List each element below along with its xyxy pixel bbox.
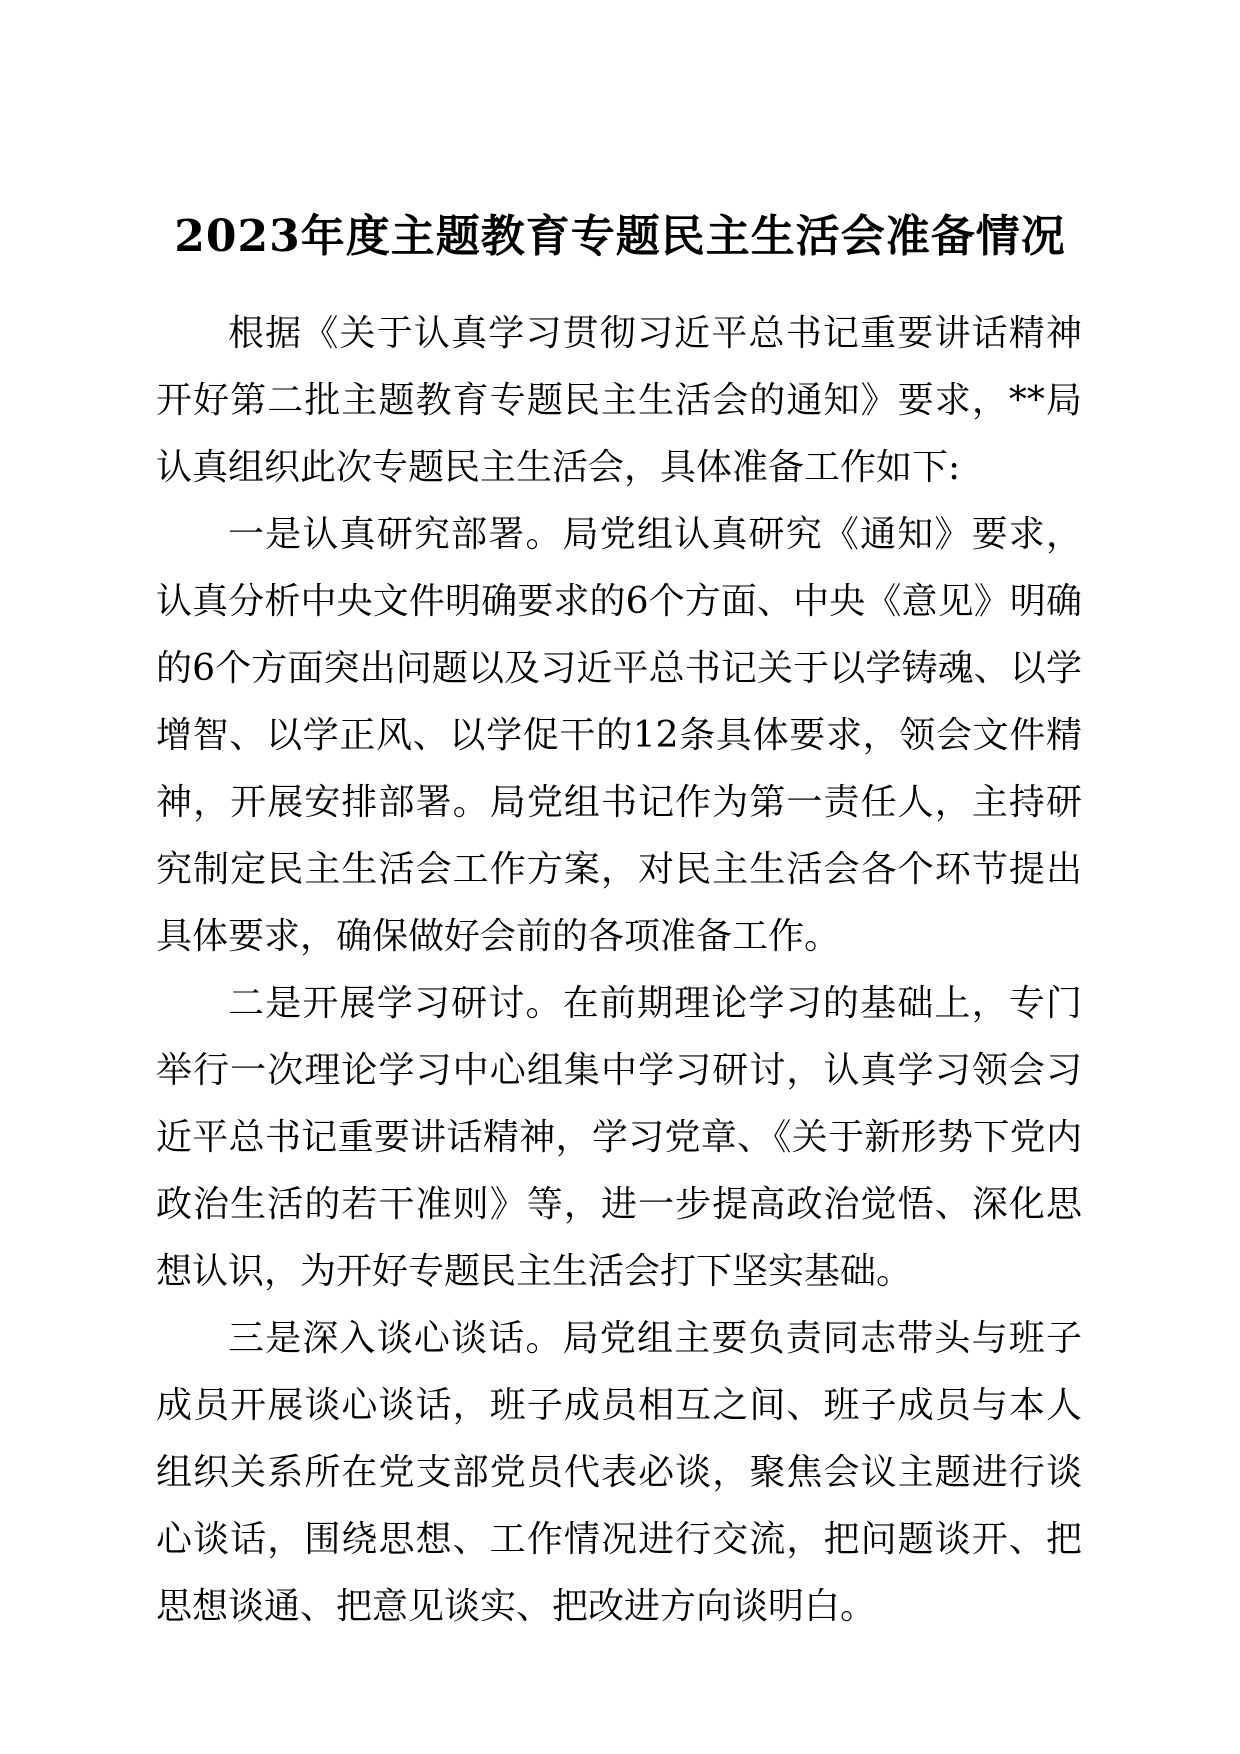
- paragraph-lead: 二是开展学习研讨。: [228, 983, 563, 1024]
- paragraph-lead: 一是认真研究部署。: [228, 514, 563, 555]
- paragraph-heart-to-heart-talks: [156, 1305, 1082, 1640]
- document-body: [156, 300, 1082, 1640]
- paragraph-research-deployment: [156, 501, 1082, 970]
- paragraph-lead: 三是深入谈心谈话。: [228, 1318, 563, 1359]
- paragraph-text: 局党组主要负责同志带头与班子成员开展谈心谈话，班子成员相互之间、班子成员与本人组织关系所在党支部党员代表必谈，聚焦会议主题进行谈心谈话，围绕思想、工作情况进行交流，把问题谈开、把思想谈通、把意见谈实、把改进方向谈明白。: [156, 1318, 1082, 1627]
- paragraph-study-discussion: [156, 970, 1082, 1305]
- paragraph-text: 根据《关于认真学习贯彻习近平总书记重要讲话精神 开好第二批主题教育专题民主生活会的通知》要求，**局认真组织此次专题民主生活会，具体准备工作如下:: [156, 313, 1082, 488]
- paragraph-text: 在前期理论学习的基础上，专门举行一次理论学习中心组集中学习研讨，认真学习领会习近平总书记重要讲话精神，学习党章、《关于新形势下党内政治生活的若干准则》等，进一步提高政治觉悟、深化思想认识，为开好专题民主生活会打下坚实基础。: [156, 983, 1082, 1292]
- document-title: 2023年度主题教育专题民主生活会准备情况: [174, 211, 1066, 263]
- paragraph-intro: [156, 300, 1082, 501]
- paragraph-text: 局党组认真研究《通知》要求，认真分析中央文件明确要求的6个方面、中央《意见》明确的6个方面突出问题以及习近平总书记关于以学铸魂、以学增智、以学正风、以学促干的12条具体要求，领会文件精神，开展安排部署。局党组书记作为第一责任人，主持研究制定民主生活会工作方案，对民主生活会各个环节提出具体要求，确保做好会前的各项准备工作。: [156, 514, 1082, 957]
